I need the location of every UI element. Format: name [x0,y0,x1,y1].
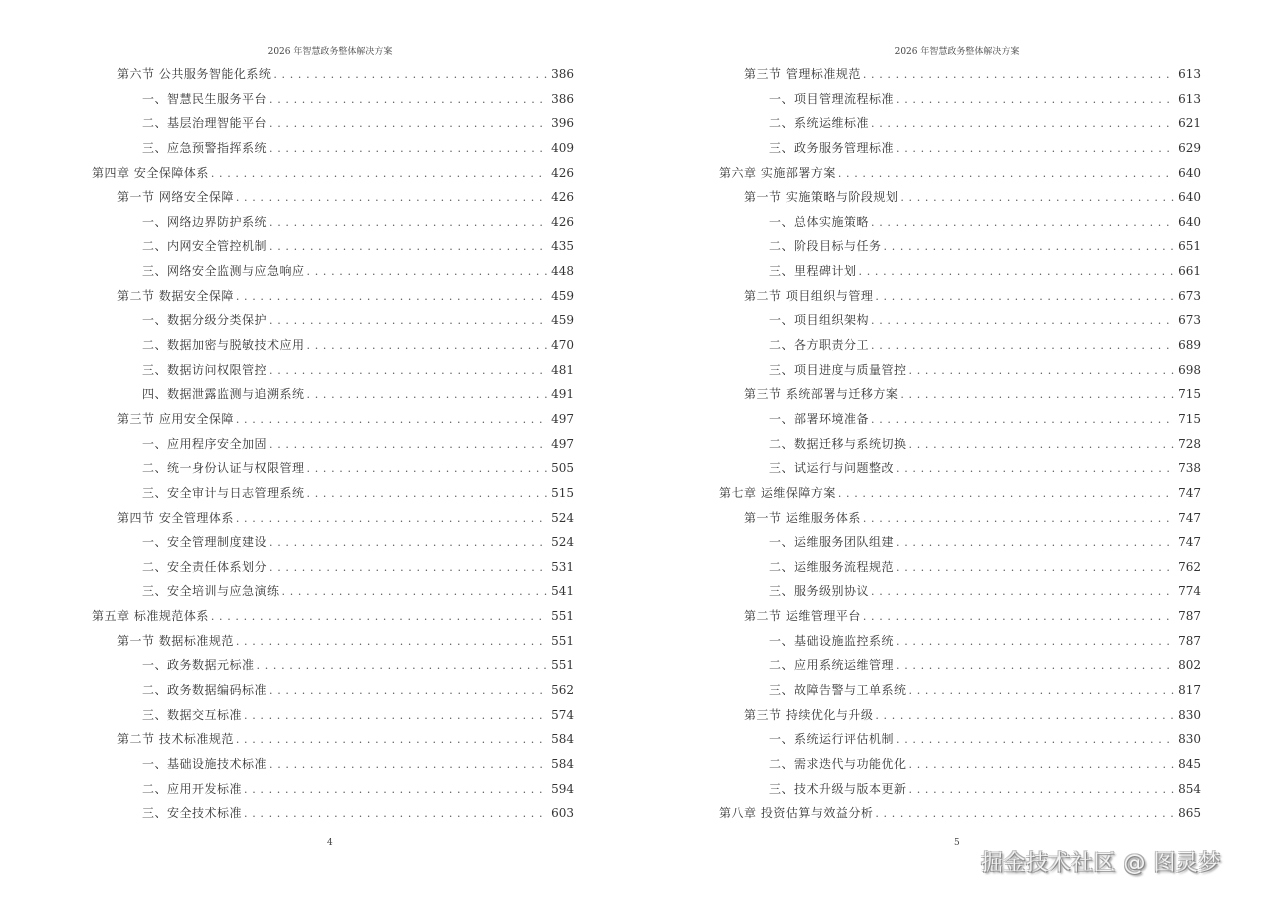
toc-entry-page-number: 497 [551,436,574,451]
toc-entry-title: 二、统一身份认证与权限管理 [142,461,305,476]
toc-entry-title: 第三节 持续优化与升级 [744,707,874,722]
dot-leader [896,729,1174,751]
dot-leader [875,286,1174,308]
toc-section-entry[interactable] [719,605,1201,630]
toc-subsection-entry[interactable] [92,235,574,260]
toc-entry-page-number: 426 [551,165,574,180]
dot-leader [236,187,547,209]
toc-section-entry[interactable] [719,383,1201,408]
toc-entry-title: 二、运维服务流程规范 [769,559,895,574]
toc-subsection-entry[interactable] [92,531,574,556]
toc-subsection-entry[interactable] [92,359,574,384]
toc-entry-title: 第一节 网络安全保障 [117,190,234,205]
toc-entry-title: 二、安全责任体系划分 [142,559,268,574]
toc-entry-title: 一、项目组织架构 [769,313,870,328]
toc-entry-title: 三、安全培训与应急演练 [142,584,280,599]
toc-entry-page-number: 715 [1178,411,1201,426]
toc-entry-page-number: 584 [551,732,574,747]
toc-entry-page-number: 524 [551,510,574,525]
dot-leader [269,113,547,135]
toc-subsection-entry[interactable] [92,137,574,162]
toc-entry-page-number: 747 [1178,510,1201,525]
dot-leader [863,508,1174,530]
dot-leader [244,779,547,801]
table-of-contents [719,63,1201,827]
toc-entry-title: 三、技术升级与版本更新 [769,781,907,796]
toc-chapter-entry[interactable] [92,162,574,187]
watermark: 掘金技术社区 @ 图灵梦 [981,851,1221,876]
dot-leader [875,803,1174,825]
toc-entry-page-number: 629 [1178,140,1201,155]
dot-leader [896,655,1174,677]
toc-entry-title: 三、安全审计与日志管理系统 [142,485,305,500]
toc-entry-page-number: 541 [551,584,574,599]
toc-entry-page-number: 738 [1178,461,1201,476]
toc-entry-page-number: 551 [551,658,574,673]
toc-subsection-entry[interactable] [719,630,1201,655]
toc-entry-title: 三、试运行与问题整改 [769,461,895,476]
toc-section-entry[interactable] [719,63,1201,88]
toc-subsection-entry[interactable] [92,802,574,827]
dot-leader [269,434,547,456]
dot-leader [871,113,1174,135]
toc-entry-page-number: 689 [1178,338,1201,353]
toc-entry-title: 一、基础设施监控系统 [769,633,895,648]
toc-subsection-entry[interactable] [719,137,1201,162]
dot-leader [896,89,1174,111]
dot-leader [896,557,1174,579]
toc-entry-title: 二、基层治理智能平台 [142,116,268,131]
toc-subsection-entry[interactable] [719,334,1201,359]
toc-entry-page-number: 817 [1178,683,1201,698]
toc-entry-page-number: 787 [1178,609,1201,624]
toc-entry-title: 一、系统运行评估机制 [769,732,895,747]
toc-subsection-entry[interactable] [719,778,1201,803]
toc-subsection-entry[interactable] [92,211,574,236]
toc-section-entry[interactable] [92,186,574,211]
toc-entry-page-number: 505 [551,461,574,476]
toc-subsection-entry[interactable] [719,408,1201,433]
table-of-contents [92,63,574,827]
toc-subsection-entry[interactable] [92,433,574,458]
toc-entry-page-number: 830 [1178,707,1201,722]
toc-subsection-entry[interactable] [92,383,574,408]
toc-subsection-entry[interactable] [92,457,574,482]
toc-subsection-entry[interactable] [92,778,574,803]
toc-subsection-entry[interactable] [719,531,1201,556]
toc-entry-page-number: 396 [551,116,574,131]
toc-entry-title: 二、需求迭代与功能优化 [769,756,907,771]
toc-subsection-entry[interactable] [719,211,1201,236]
dot-leader [269,557,547,579]
toc-entry-page-number: 515 [551,485,574,500]
toc-entry-title: 第二节 运维管理平台 [744,609,861,624]
toc-entry-title: 第三节 应用安全保障 [117,411,234,426]
toc-entry-title: 三、安全技术标准 [142,806,243,821]
toc-entry-title: 三、里程碑计划 [769,264,857,279]
dot-leader [859,261,1175,283]
dot-leader [909,434,1175,456]
toc-entry-title: 一、网络边界防护系统 [142,214,268,229]
toc-entry-page-number: 845 [1178,756,1201,771]
toc-entry-title: 第八章 投资估算与效益分析 [719,806,874,821]
toc-subsection-entry[interactable] [719,235,1201,260]
toc-entry-title: 一、基础设施技术标准 [142,756,268,771]
dot-leader [900,187,1174,209]
toc-page-left [0,0,633,900]
dot-leader [282,581,548,603]
toc-entry-page-number: 459 [551,313,574,328]
toc-entry-title: 第一节 数据标准规范 [117,633,234,648]
toc-entry-title: 第五章 标准规范体系 [92,609,209,624]
toc-entry-page-number: 574 [551,707,574,722]
toc-entry-page-number: 613 [1178,91,1201,106]
toc-section-entry[interactable] [719,507,1201,532]
dot-leader [236,631,547,653]
toc-entry-page-number: 661 [1178,264,1201,279]
toc-chapter-entry[interactable] [719,802,1201,827]
toc-entry-title: 第三节 系统部署与迁移方案 [744,387,899,402]
toc-entry-page-number: 584 [551,756,574,771]
dot-leader [909,779,1175,801]
toc-entry-page-number: 435 [551,239,574,254]
toc-entry-title: 一、部署环境准备 [769,411,870,426]
dot-leader [211,606,547,628]
dot-leader [896,532,1174,554]
dot-leader [875,705,1174,727]
toc-subsection-entry[interactable] [92,753,574,778]
dot-leader [871,335,1174,357]
toc-subsection-entry[interactable] [92,482,574,507]
toc-subsection-entry[interactable] [719,433,1201,458]
toc-subsection-entry[interactable] [719,457,1201,482]
toc-subsection-entry[interactable] [719,556,1201,581]
toc-entry-page-number: 673 [1178,313,1201,328]
toc-entry-title: 一、项目管理流程标准 [769,91,895,106]
dot-leader [871,581,1174,603]
toc-subsection-entry[interactable] [719,260,1201,285]
dot-leader [269,138,547,160]
dot-leader [273,64,547,86]
toc-subsection-entry[interactable] [92,704,574,729]
dot-leader [838,483,1174,505]
dot-leader [884,236,1175,258]
toc-subsection-entry[interactable] [719,112,1201,137]
toc-entry-page-number: 762 [1178,559,1201,574]
toc-entry-page-number: 426 [551,214,574,229]
toc-entry-page-number: 459 [551,288,574,303]
toc-section-entry[interactable] [92,63,574,88]
toc-entry-title: 三、项目进度与质量管控 [769,362,907,377]
toc-entry-page-number: 673 [1178,288,1201,303]
toc-entry-page-number: 386 [551,67,574,81]
dot-leader [269,680,547,702]
toc-chapter-entry[interactable] [719,162,1201,187]
toc-entry-title: 第六节 公共服务智能化系统 [117,67,272,81]
dot-leader [269,532,547,554]
toc-entry-title: 第二节 数据安全保障 [117,288,234,303]
toc-entry-title: 第一节 运维服务体系 [744,510,861,525]
toc-section-entry[interactable] [92,408,574,433]
toc-subsection-entry[interactable] [719,309,1201,334]
toc-entry-title: 一、安全管理制度建设 [142,535,268,550]
dot-leader [871,409,1174,431]
toc-entry-page-number: 491 [551,387,574,402]
dot-leader [896,138,1174,160]
dot-leader [838,163,1174,185]
toc-entry-page-number: 603 [551,806,574,821]
toc-entry-page-number: 426 [551,190,574,205]
dot-leader [211,163,547,185]
toc-section-entry[interactable] [719,704,1201,729]
toc-entry-title: 四、数据泄露监测与追溯系统 [142,387,305,402]
toc-subsection-entry[interactable] [92,679,574,704]
toc-entry-page-number: 562 [551,683,574,698]
toc-entry-page-number: 728 [1178,436,1201,451]
dot-leader [244,803,547,825]
toc-subsection-entry[interactable] [92,112,574,137]
dot-leader [863,606,1174,628]
dot-leader [244,705,547,727]
toc-entry-page-number: 640 [1178,165,1201,180]
toc-section-entry[interactable] [719,285,1201,310]
page-number: 4 [327,838,333,848]
toc-entry-page-number: 481 [551,362,574,377]
toc-entry-title: 一、政务数据元标准 [142,658,255,673]
toc-entry-title: 一、运维服务团队组建 [769,535,895,550]
toc-entry-page-number: 386 [551,91,574,106]
toc-entry-title: 二、应用开发标准 [142,781,243,796]
toc-entry-title: 三、故障告警与工单系统 [769,683,907,698]
toc-entry-title: 第二节 技术标准规范 [117,732,234,747]
dot-leader [269,754,547,776]
toc-entry-title: 二、各方职责分工 [769,338,870,353]
toc-entry-title: 第七章 运维保障方案 [719,485,836,500]
dot-leader [871,310,1174,332]
dot-leader [896,458,1174,480]
dot-leader [236,729,547,751]
toc-subsection-entry[interactable] [719,654,1201,679]
dot-leader [236,508,547,530]
toc-subsection-entry[interactable] [719,679,1201,704]
toc-page-right [627,0,1267,900]
page-number: 5 [954,838,960,848]
toc-entry-title: 三、服务级别协议 [769,584,870,599]
toc-subsection-entry[interactable] [92,88,574,113]
dot-leader [909,754,1175,776]
toc-entry-title: 二、内网安全管控机制 [142,239,268,254]
toc-section-entry[interactable] [92,630,574,655]
toc-entry-page-number: 830 [1178,732,1201,747]
toc-entry-title: 二、应用系统运维管理 [769,658,895,673]
toc-entry-title: 第四章 安全保障体系 [92,165,209,180]
dot-leader [236,286,547,308]
toc-section-entry[interactable] [719,186,1201,211]
toc-entry-page-number: 715 [1178,387,1201,402]
toc-entry-title: 第二节 项目组织与管理 [744,288,874,303]
toc-entry-page-number: 747 [1178,485,1201,500]
toc-subsection-entry[interactable] [92,556,574,581]
toc-subsection-entry[interactable] [92,654,574,679]
toc-section-entry[interactable] [92,285,574,310]
dot-leader [269,236,547,258]
page-header: 2026 年智慧政务整体解决方案 [267,47,393,57]
toc-entry-page-number: 640 [1178,214,1201,229]
toc-subsection-entry[interactable] [719,728,1201,753]
dot-leader [257,655,548,677]
toc-entry-title: 第六章 实施部署方案 [719,165,836,180]
toc-entry-page-number: 448 [551,264,574,279]
toc-entry-title: 三、应急预警指挥系统 [142,140,268,155]
toc-entry-title: 二、数据迁移与系统切换 [769,436,907,451]
toc-entry-page-number: 470 [551,338,574,353]
toc-entry-page-number: 613 [1178,67,1201,81]
toc-entry-page-number: 698 [1178,362,1201,377]
dot-leader [269,360,547,382]
toc-entry-page-number: 551 [551,633,574,648]
toc-entry-title: 第一节 实施策略与阶段规划 [744,190,899,205]
dot-leader [900,384,1174,406]
dot-leader [307,335,548,357]
toc-entry-page-number: 651 [1178,239,1201,254]
toc-entry-title: 第三节 管理标准规范 [744,67,861,81]
toc-entry-page-number: 409 [551,140,574,155]
toc-subsection-entry[interactable] [92,309,574,334]
toc-entry-page-number: 787 [1178,633,1201,648]
toc-entry-title: 一、智慧民生服务平台 [142,91,268,106]
toc-entry-page-number: 640 [1178,190,1201,205]
toc-entry-title: 二、数据加密与脱敏技术应用 [142,338,305,353]
toc-subsection-entry[interactable] [719,580,1201,605]
dot-leader [269,212,547,234]
toc-entry-page-number: 621 [1178,116,1201,131]
toc-section-entry[interactable] [92,507,574,532]
dot-leader [909,680,1175,702]
toc-entry-page-number: 497 [551,411,574,426]
dot-leader [863,64,1174,86]
toc-entry-page-number: 802 [1178,658,1201,673]
toc-subsection-entry[interactable] [92,580,574,605]
toc-entry-page-number: 865 [1178,806,1201,821]
dot-leader [307,483,548,505]
toc-chapter-entry[interactable] [92,605,574,630]
dot-leader [307,384,548,406]
toc-entry-page-number: 854 [1178,781,1201,796]
toc-chapter-entry[interactable] [719,482,1201,507]
toc-subsection-entry[interactable] [719,88,1201,113]
dot-leader [236,409,547,431]
toc-entry-title: 二、政务数据编码标准 [142,683,268,698]
toc-entry-page-number: 524 [551,535,574,550]
dot-leader [909,360,1175,382]
toc-entry-title: 三、数据交互标准 [142,707,243,722]
dot-leader [871,212,1174,234]
toc-subsection-entry[interactable] [719,753,1201,778]
toc-entry-page-number: 774 [1178,584,1201,599]
toc-entry-title: 一、总体实施策略 [769,214,870,229]
toc-entry-page-number: 594 [551,781,574,796]
toc-entry-page-number: 531 [551,559,574,574]
dot-leader [269,310,547,332]
toc-subsection-entry[interactable] [719,359,1201,384]
toc-section-entry[interactable] [92,728,574,753]
toc-subsection-entry[interactable] [92,334,574,359]
dot-leader [269,89,547,111]
toc-entry-title: 一、应用程序安全加固 [142,436,268,451]
toc-entry-title: 三、网络安全监测与应急响应 [142,264,305,279]
dot-leader [896,631,1174,653]
toc-entry-page-number: 551 [551,609,574,624]
toc-entry-title: 第四节 安全管理体系 [117,510,234,525]
dot-leader [307,261,548,283]
page-header: 2026 年智慧政务整体解决方案 [894,47,1020,57]
toc-entry-page-number: 747 [1178,535,1201,550]
toc-entry-title: 二、系统运维标准 [769,116,870,131]
toc-subsection-entry[interactable] [92,260,574,285]
toc-entry-title: 一、数据分级分类保护 [142,313,268,328]
toc-entry-title: 三、数据访问权限管控 [142,362,268,377]
dot-leader [307,458,548,480]
toc-entry-title: 三、政务服务管理标准 [769,140,895,155]
toc-entry-title: 二、阶段目标与任务 [769,239,882,254]
